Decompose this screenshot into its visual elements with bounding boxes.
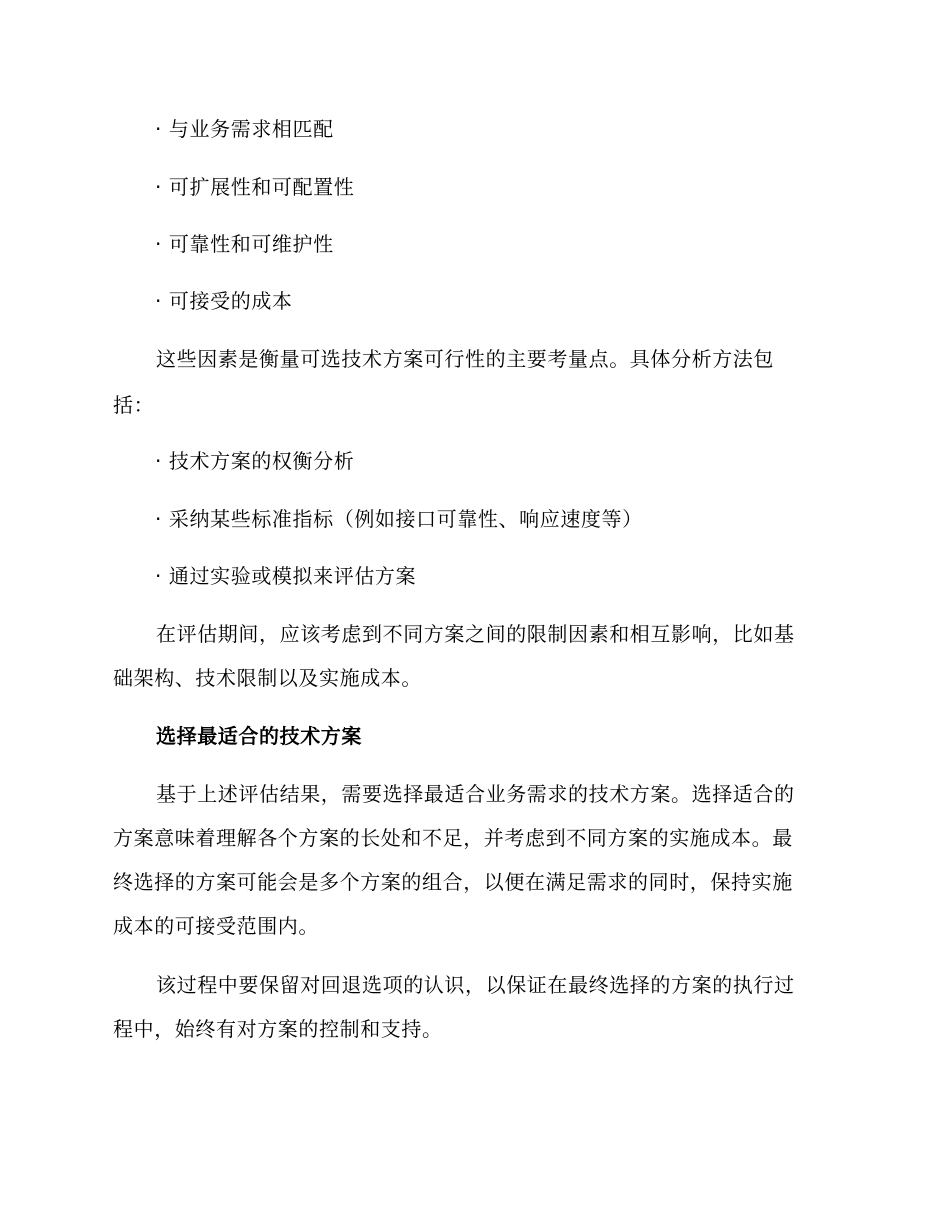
bullet-item: · 与业务需求相匹配 xyxy=(155,117,334,141)
paragraph-line: 在评估期间，应该考虑到不同方案之间的限制因素和相互影响，比如基 xyxy=(156,622,795,646)
bullet-item: · 技术方案的权衡分析 xyxy=(155,449,355,473)
section-heading: 选择最适合的技术方案 xyxy=(156,724,362,748)
paragraph-line: 括： xyxy=(113,393,155,417)
paragraph-line: 终选择的方案可能会是多个方案的组合，以便在满足需求的同时，保持实施 xyxy=(113,870,793,894)
paragraph-line: 础架构、技术限制以及实施成本。 xyxy=(113,666,422,690)
paragraph-line: 程中，始终有对方案的控制和支持。 xyxy=(113,1017,443,1041)
bullet-item: · 通过实验或模拟来评估方案 xyxy=(155,564,417,588)
bullet-item: · 可接受的成本 xyxy=(155,289,293,313)
paragraph-line: 该过程中要保留对回退选项的认识，以保证在最终选择的方案的执行过 xyxy=(156,973,795,997)
bullet-item: · 可靠性和可维护性 xyxy=(155,232,334,256)
paragraph-line: 方案意味着理解各个方案的长处和不足，并考虑到不同方案的实施成本。最 xyxy=(113,826,793,850)
bullet-item: · 可扩展性和可配置性 xyxy=(155,175,355,199)
paragraph-line: 基于上述评估结果，需要选择最适合业务需求的技术方案。选择适合的 xyxy=(156,782,795,806)
paragraph-line: 成本的可接受范围内。 xyxy=(113,914,319,938)
bullet-item: · 采纳某些标准指标（例如接口可靠性、响应速度等） xyxy=(155,507,643,531)
paragraph-line: 这些因素是衡量可选技术方案可行性的主要考量点。具体分析方法包 xyxy=(156,347,774,371)
